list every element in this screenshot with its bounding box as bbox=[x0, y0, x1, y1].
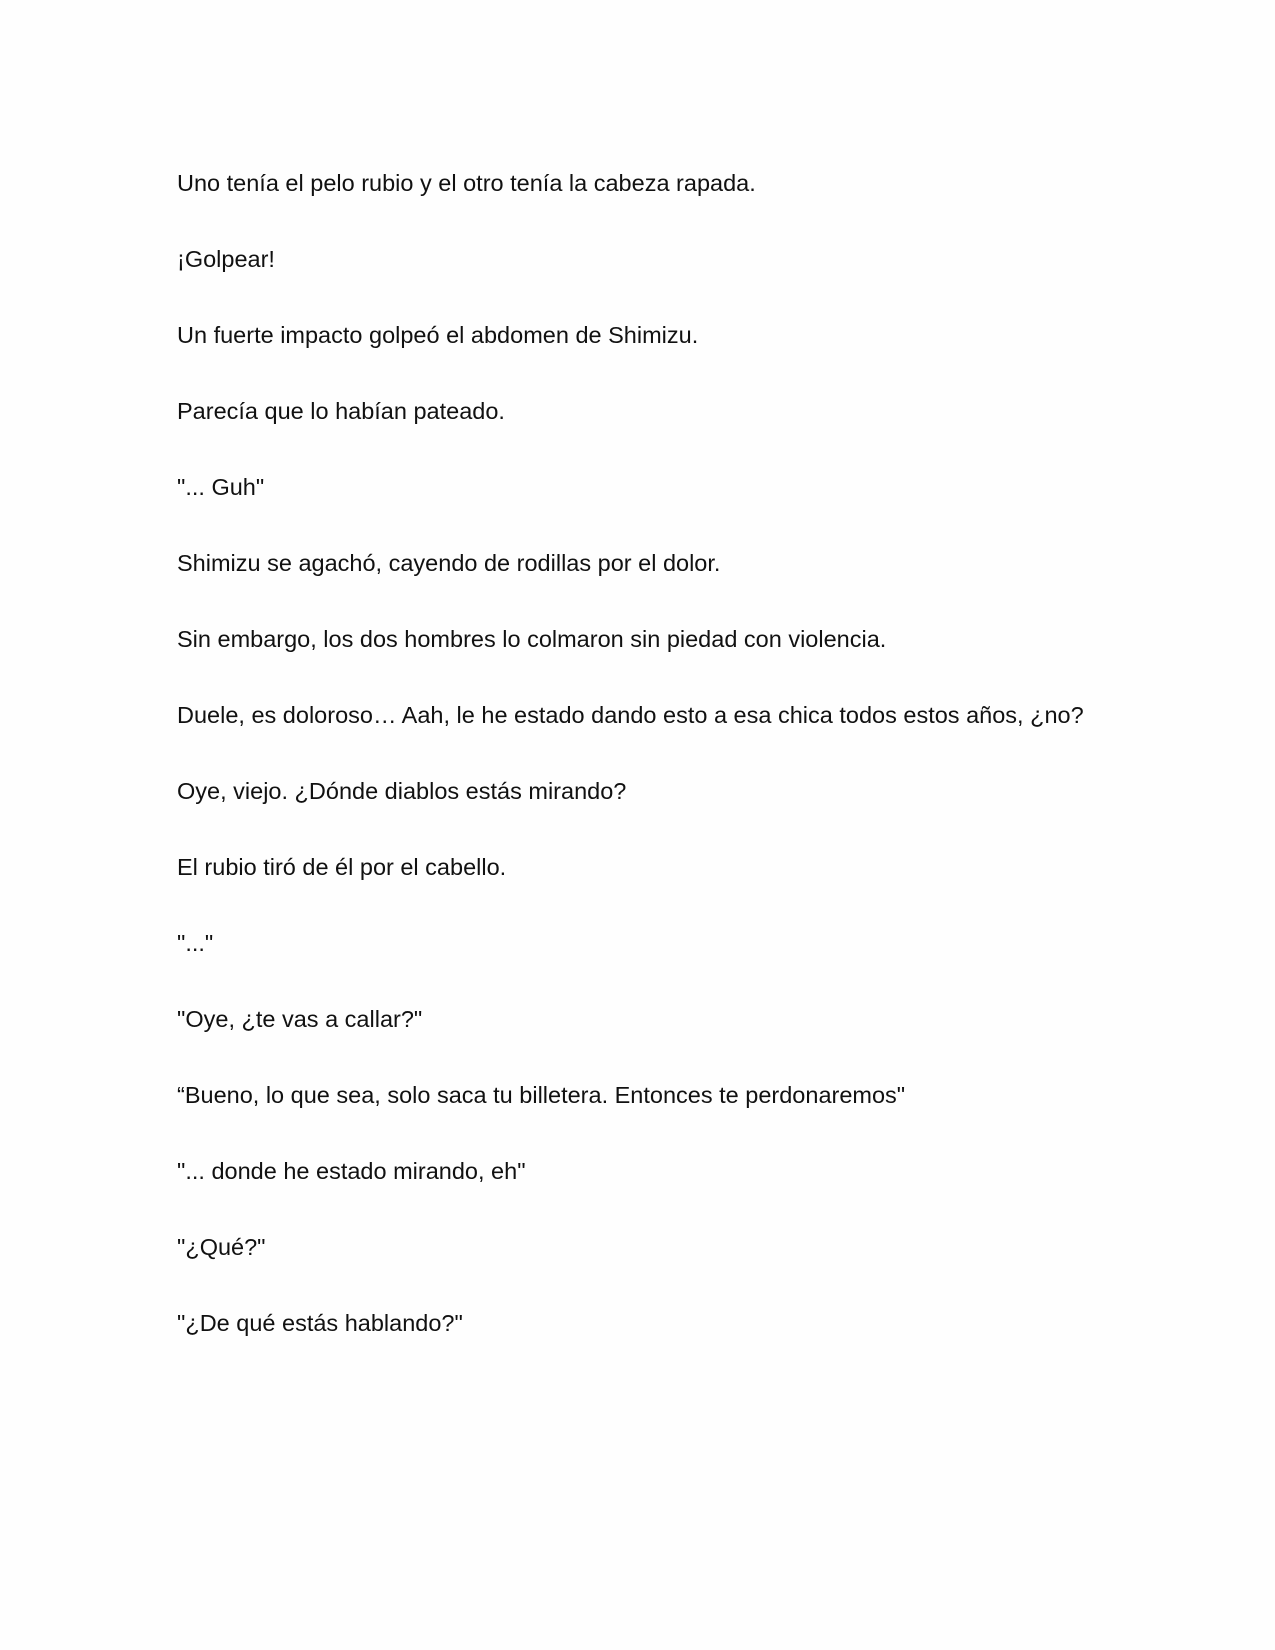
paragraph: Parecía que lo habían pateado. bbox=[177, 398, 505, 424]
paragraph: Oye, viejo. ¿Dónde diablos estás mirando? bbox=[177, 778, 627, 804]
paragraph: Un fuerte impacto golpeó el abdomen de Shimizu. bbox=[177, 322, 699, 348]
document-body bbox=[177, 160, 1097, 1376]
paragraph: ¡Golpear! bbox=[177, 246, 275, 272]
paragraph: "Oye, ¿te vas a callar?" bbox=[177, 1006, 423, 1032]
paragraph: "¿Qué?" bbox=[177, 1234, 266, 1260]
paragraph: Uno tenía el pelo rubio y el otro tenía la cabeza rapada. bbox=[177, 170, 756, 196]
paragraph: Shimizu se agachó, cayendo de rodillas por el dolor. bbox=[177, 550, 721, 576]
paragraph: "..." bbox=[177, 930, 214, 956]
paragraph: El rubio tiró de él por el cabello. bbox=[177, 854, 507, 880]
paragraph: "¿De qué estás hablando?" bbox=[177, 1310, 463, 1336]
paragraph: “Bueno, lo que sea, solo saca tu billetera. Entonces te perdonaremos" bbox=[177, 1082, 906, 1108]
paragraph: "... Guh" bbox=[177, 474, 265, 500]
paragraph: "... donde he estado mirando, eh" bbox=[177, 1158, 526, 1184]
paragraph: Duele, es doloroso… Aah, le he estado dando esto a esa chica todos estos años, ¿no? bbox=[177, 702, 1084, 728]
paragraph: Sin embargo, los dos hombres lo colmaron sin piedad con violencia. bbox=[177, 626, 887, 652]
